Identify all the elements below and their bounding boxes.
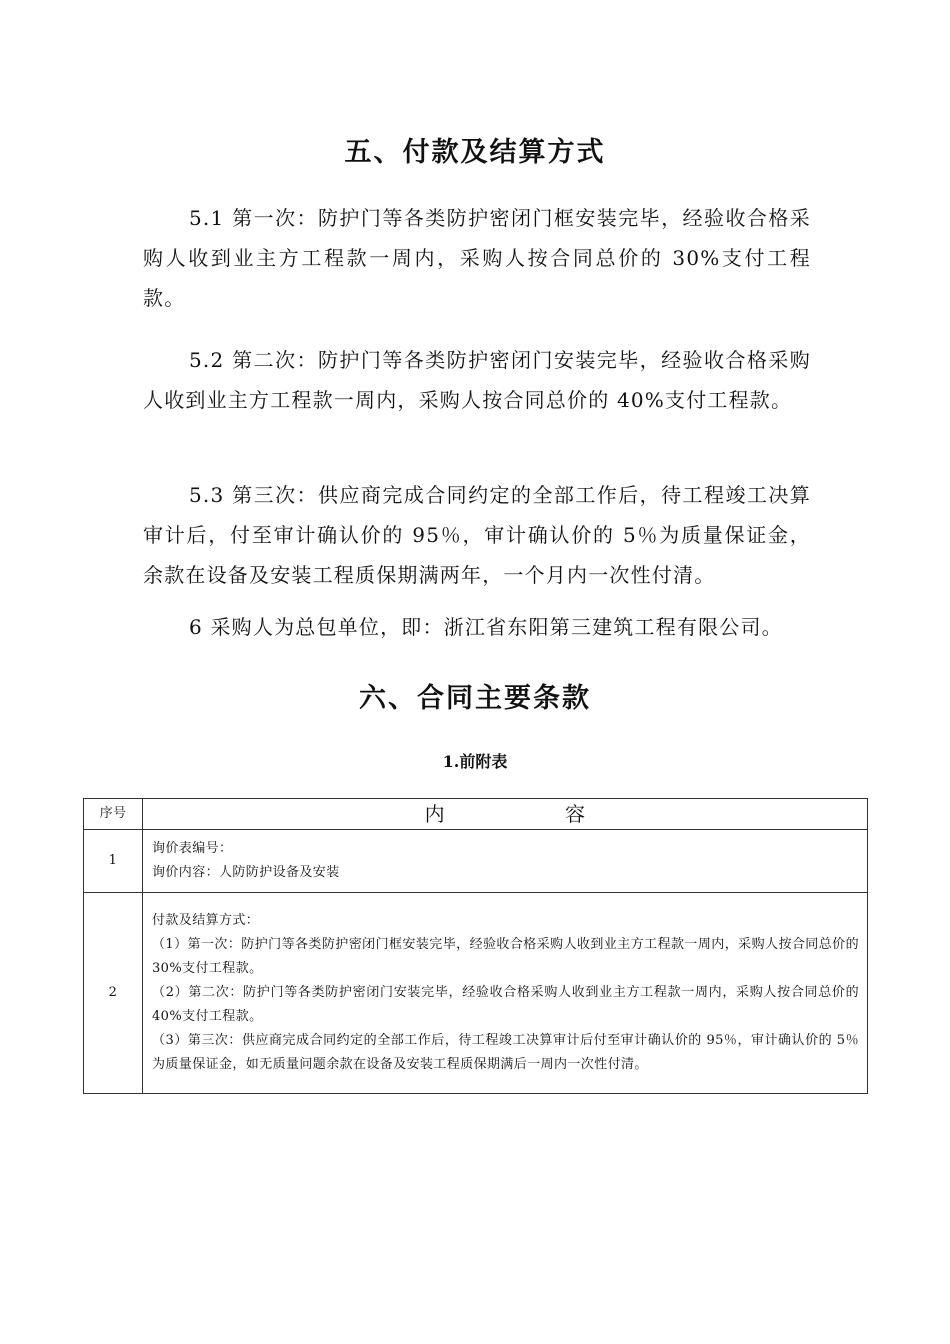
header-content <box>143 799 868 830</box>
section-5-title: 五、付款及结算方式 <box>344 137 606 168</box>
row-line: 询价内容：人防防护设备及安装 <box>152 865 340 880</box>
row-content <box>143 893 868 1094</box>
row-line: （2）第二次：防护门等各类防护密闭门安装完毕，经验收合格采购人收到业主方工程款一周内，采购人按合同总价的 40%支付工程款。 <box>152 985 859 1024</box>
row-content <box>143 830 868 893</box>
header-index: 序号 <box>84 799 143 830</box>
table-row <box>84 893 868 1094</box>
row-line: （1）第一次：防护门等各类防护密闭门框安装完毕，经验收合格采购人收到业主方工程款一周内，采购人按合同总价的 30%支付工程款。 <box>152 937 859 976</box>
attachment-table-title: 1.前附表 <box>442 752 508 771</box>
table-row <box>84 830 868 893</box>
clause-5-1: 5.1 第一次：防护门等各类防护密闭门框安装完毕，经验收合格采购人收到业主方工程款一周内，采购人按合同总价的 30%支付工程款。 <box>143 206 811 310</box>
clause-5-3: 5.3 第三次：供应商完成合同约定的全部工作后，待工程竣工决算审计后，付至审计确认价的 95％，审计确认价的 5％为质量保证金，余款在设备及安装工程质保期满两年，一个月内一次性付清。 <box>143 483 811 587</box>
table-header-row <box>84 799 868 830</box>
clause-5-2: 5.2 第二次：防护门等各类防护密闭门安装完毕，经验收合格采购人收到业主方工程款一周内，采购人按合同总价的 40%支付工程款。 <box>143 348 811 412</box>
attachment-table <box>83 798 868 1094</box>
row-line: 付款及结算方式： <box>152 913 260 928</box>
clause-6-purchaser: 6 采购人为总包单位，即：浙江省东阳第三建筑工程有限公司。 <box>189 615 783 639</box>
row-index: 2 <box>84 893 143 1094</box>
row-line: （3）第三次：供应商完成合同约定的全部工作后，待工程竣工决算审计后付至审计确认价的 95％，审计确认价的 5％为质量保证金，如无质量问题余款在设备及安装工程质保期满后一周内一次性付清。 <box>152 1033 859 1072</box>
header-content-right: 容 <box>565 802 586 826</box>
header-content-left: 内 <box>424 802 445 826</box>
section-6-title: 六、合同主要条款 <box>359 683 591 714</box>
row-line: 询价表编号： <box>152 841 233 856</box>
row-index: 1 <box>84 830 143 893</box>
